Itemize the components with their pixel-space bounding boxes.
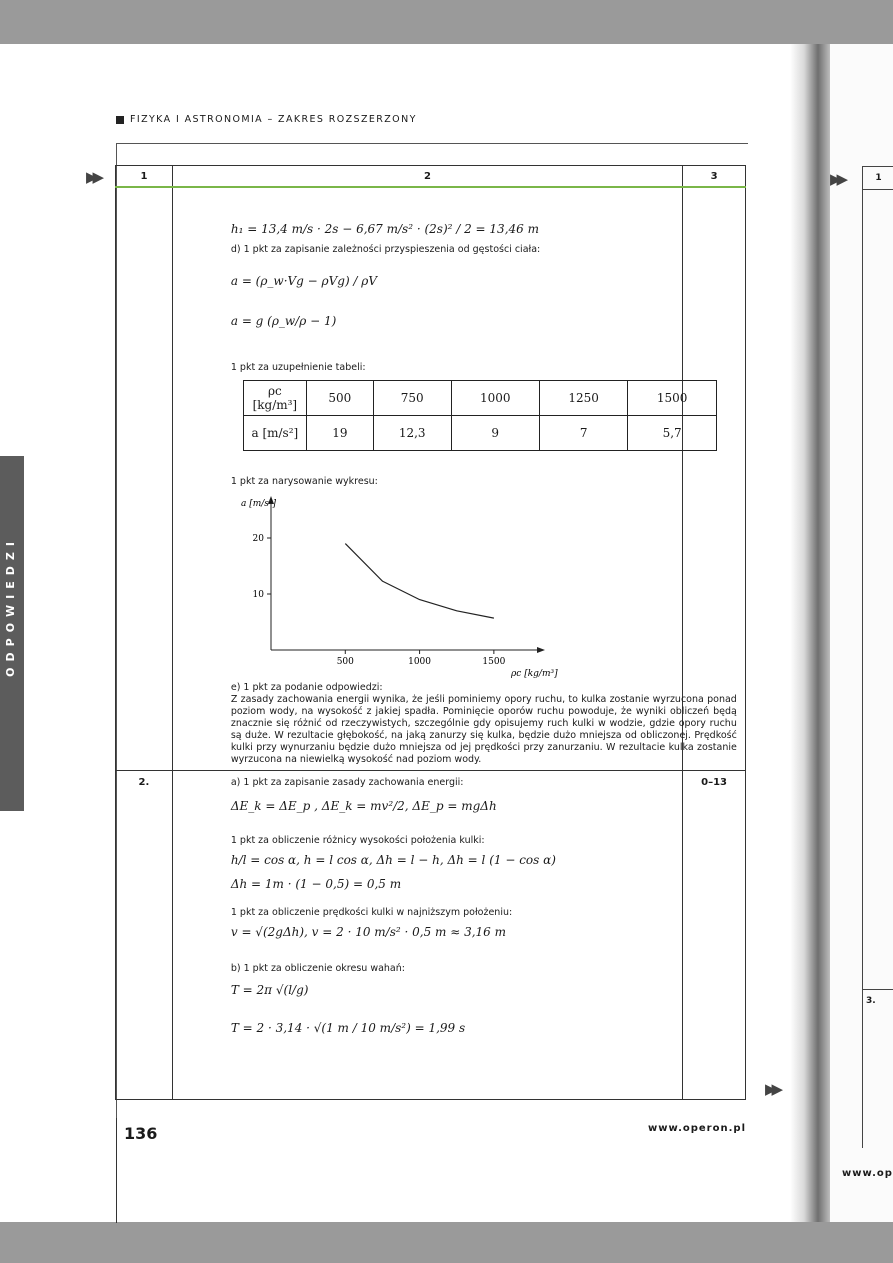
double-arrow-icon: ▶▶ [86,168,100,186]
table-label: 1 pkt za uzupełnienie tabeli: [230,362,366,373]
scan-bottom-border [0,1222,893,1263]
rho-header: ρc [kg/m³] [243,381,306,416]
page-number: 136 [124,1124,158,1143]
publisher-website: www.operon.pl [648,1123,746,1134]
rho-value: 500 [306,381,373,416]
a-header: a [m/s²] [243,416,306,451]
a-value: 5,7 [628,416,716,451]
right-page-edge [830,44,893,1222]
double-arrow-icon: ▶▶ [830,170,844,188]
a-value: 12,3 [373,416,451,451]
x-tick-label: 1000 [407,657,431,667]
x-tick-label: 1500 [482,657,506,667]
v-label: 1 pkt za obliczenie prędkości kulki w najniższym położeniu: [230,906,513,918]
col-header-1: 1 [116,166,173,188]
eq-dh2: Δh = 1m · (1 − 0,5) = 0,5 m [230,876,402,891]
right-page-col-header: 1 [862,166,893,190]
x-tick-label: 500 [336,657,354,667]
x-axis-arrow-icon [537,647,545,653]
a-value: 9 [451,416,539,451]
eq-T2: T = 2 · 3,14 · √(1 m / 10 m/s²) = 1,99 s [230,1020,466,1035]
b-label: b) 1 pkt za obliczenie okresu wahań: [230,962,405,974]
right-page-table-border [862,188,863,1148]
rho-value: 1250 [539,381,627,416]
values-table [243,380,717,451]
eq-h1: h₁ = 13,4 m/s · 2s − 6,67 m/s² · (2s)² / 2 = 13,46 m [230,222,539,236]
scan-top-border [0,0,893,44]
a-value: 7 [539,416,627,451]
d-label: d) 1 pkt za zapisanie zależności przyspieszenia od gęstości ciała: [230,244,541,255]
a-value: 19 [306,416,373,451]
book-spine [790,44,830,1222]
dh-label: 1 pkt za obliczenie różnicy wysokości położenia kulki: [230,834,485,846]
header-bullet-icon [116,116,124,124]
eq-T1: T = 2π √(l/g) [230,982,309,997]
header-rule [116,143,748,144]
row1-number-cell [116,187,173,770]
y-tick-label: 20 [252,534,264,544]
row2-content-cell [172,770,682,1100]
col-header-2: 2 [172,166,682,188]
side-tab [0,456,24,811]
footer-rule [116,1118,117,1223]
y-axis-label: a [m/s²] [240,499,276,509]
running-header: FIZYKA I ASTRONOMIA – ZAKRES ROZSZERZONY [130,114,417,125]
y-tick-label: 10 [252,590,264,600]
row1-points-cell [683,187,746,770]
right-page-row-divider [862,989,893,990]
acceleration-chart [231,490,611,680]
eq-dh1: h/l = cos α, h = l cos α, Δh = l − h, Δh = l (1 − cos α) [230,852,556,867]
graph-label: 1 pkt za narysowanie wykresu: [230,476,378,487]
right-page-row-label: 3. [866,996,876,1006]
eq-energy: ΔE_k = ΔE_p , ΔE_k = mv²/2, ΔE_p = mgΔh [230,798,497,813]
row2-number: 2. [116,770,173,1100]
rho-value: 1500 [628,381,716,416]
e-label: e) 1 pkt za podanie odpowiedzi: [230,682,383,693]
a2-label: a) 1 pkt za zapisanie zasady zachowania energii: [230,776,464,788]
data-curve [345,544,494,619]
right-page-website: www.op [842,1168,893,1179]
row1-content-cell [172,187,737,770]
rho-value: 750 [373,381,451,416]
x-axis-label: ρc [kg/m³] [510,669,558,679]
col-header-3: 3 [683,166,746,188]
answer-table [115,165,746,1100]
e-text: Z zasady zachowania energii wynika, że jeśli pominiemy opory ruchu, to kulka zostanie wyrzucona ponad poziom wody, na wysokość z jakiej spadła. Pominięcie oporów ruchu powoduje, że wyniki obliczeń będą znacznie się różnić od rzeczywistych, szczególnie gdy opisujemy ruch kulki w wodzie, gdzie opory ruchu są duże. W rezultacie głębokość, na jaką zanurzy się kulka, będzie dużo mniejsza od obliczonej. Prędkość kulki przy wynurzaniu będzie dużo mniejsza od jej prędkości przy zanurzaniu. W rezultacie kulka zostanie wyrzucona na niewielką wysokość nad poziom wody. [230,694,737,765]
side-tab-label: ODPOWIEDZI [4,536,17,677]
eq-a1: a = (ρ_w·Vg − ρVg) / ρV [230,274,378,288]
rho-value: 1000 [451,381,539,416]
row2-points: 0–13 [683,770,746,1100]
eq-a2: a = g (ρ_w/ρ − 1) [230,314,337,328]
eq-v: v = √(2gΔh), v = 2 · 10 m/s² · 0,5 m ≈ 3,16 m [230,924,506,939]
double-arrow-icon: ▶▶ [765,1080,779,1098]
